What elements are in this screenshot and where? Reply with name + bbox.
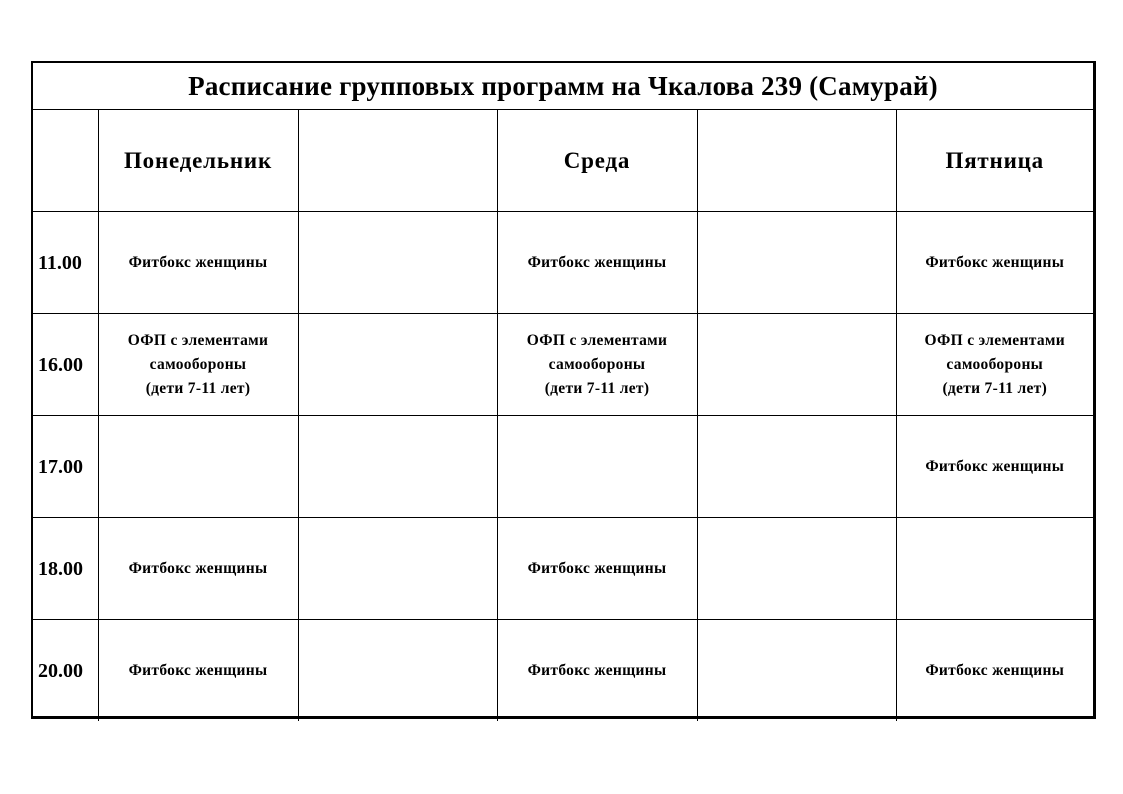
schedule-row (33, 212, 1093, 314)
day-header-wednesday: Среда (497, 110, 697, 212)
class-cell (896, 212, 1093, 314)
class-cell (98, 212, 298, 314)
class-cell (98, 518, 298, 620)
class-cell (298, 620, 497, 722)
schedule-row (33, 314, 1093, 416)
time-cell: 17.00 (33, 416, 98, 518)
class-text: ОФП с элементами (526, 331, 668, 349)
class-cell (896, 416, 1093, 518)
class-cell (497, 620, 697, 722)
schedule-row (33, 620, 1093, 722)
day-header-blank-2 (697, 110, 896, 212)
class-cell (497, 212, 697, 314)
time-header-cell (33, 110, 98, 212)
class-cell (697, 416, 896, 518)
class-cell (697, 212, 896, 314)
class-text: самообороны (548, 355, 646, 373)
class-text: Фитбокс женщины (128, 253, 268, 271)
class-cell (497, 518, 697, 620)
time-cell: 16.00 (33, 314, 98, 416)
class-cell (896, 620, 1093, 722)
class-text: Фитбокс женщины (527, 253, 667, 271)
class-cell (896, 518, 1093, 620)
class-text: Фитбокс женщины (527, 559, 667, 577)
day-header-monday: Понедельник (98, 110, 298, 212)
class-cell (896, 314, 1093, 416)
day-header-blank-1 (298, 110, 497, 212)
class-text: Фитбокс женщины (925, 661, 1065, 679)
schedule-title: Расписание групповых программ на Чкалова 239 (Самурай) (33, 63, 1093, 110)
class-cell (98, 416, 298, 518)
class-cell (697, 518, 896, 620)
class-text: Фитбокс женщины (925, 457, 1065, 475)
class-cell (298, 314, 497, 416)
class-cell (98, 620, 298, 722)
class-text: Фитбокс женщины (527, 661, 667, 679)
class-text: ОФП с элементами (127, 331, 269, 349)
time-cell: 11.00 (33, 212, 98, 314)
schedule-row (33, 518, 1093, 620)
class-text: Фитбокс женщины (925, 253, 1065, 271)
class-cell (298, 416, 497, 518)
class-text: ОФП с элементами (924, 331, 1065, 349)
class-text: Фитбокс женщины (128, 661, 268, 679)
class-text: самообороны (149, 355, 247, 373)
class-text: (дети 7-11 лет) (942, 379, 1048, 397)
class-text: (дети 7-11 лет) (544, 379, 650, 397)
class-text: (дети 7-11 лет) (145, 379, 251, 397)
schedule-sheet (31, 61, 1096, 719)
class-cell (298, 212, 497, 314)
class-cell (298, 518, 497, 620)
day-header-friday: Пятница (896, 110, 1093, 212)
days-header-row (33, 110, 1093, 212)
time-cell: 20.00 (33, 620, 98, 722)
class-text: Фитбокс женщины (128, 559, 268, 577)
time-cell: 18.00 (33, 518, 98, 620)
class-cell (98, 314, 298, 416)
title-row (33, 63, 1093, 110)
class-cell (697, 620, 896, 722)
schedule-row (33, 416, 1093, 518)
class-cell (497, 314, 697, 416)
class-cell (497, 416, 697, 518)
class-text: самообороны (946, 355, 1044, 373)
schedule-table (33, 63, 1093, 721)
class-cell (697, 314, 896, 416)
